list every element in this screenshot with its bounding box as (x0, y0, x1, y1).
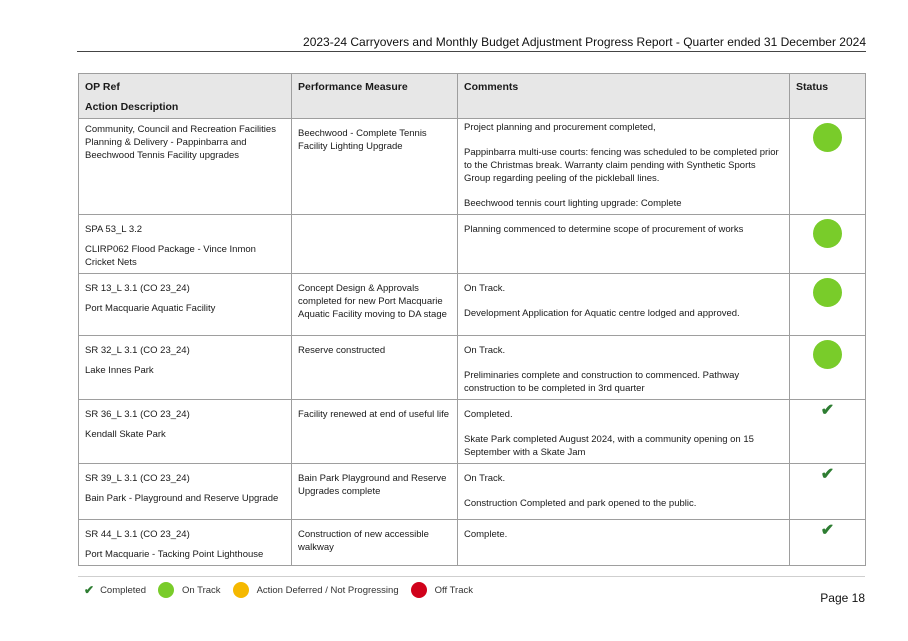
legend-items (84, 582, 485, 598)
cell-status (790, 336, 866, 400)
table-row (79, 274, 866, 336)
op-ref-header: OP Ref (85, 81, 120, 93)
comment-line: Development Application for Aquatic centre lodged and approved. (464, 308, 740, 319)
on-track-status-icon (813, 340, 842, 369)
cell-op-ref (79, 400, 292, 464)
comment-line: Planning commenced to determine scope of procurement of works (464, 224, 744, 235)
cell-status (790, 520, 866, 566)
table-row (79, 464, 866, 520)
table-row (79, 520, 866, 566)
cell-op-ref (79, 274, 292, 336)
cell-op-ref (79, 119, 292, 215)
performance-measure: Concept Design & Approvals completed for new Port Macquarie Aquatic Facility moving to DA stage (298, 283, 447, 320)
legend-off-track (411, 582, 473, 598)
comment-line: Pappinbarra multi-use courts: fencing was scheduled to be completed prior to the Christmas break. Warranty claim pending with Synthetic Sports Group regarding peeling of the pickleball lines. (464, 147, 779, 184)
op-ref: SR 36_L 3.1 (CO 23_24) (85, 409, 190, 420)
performance-measure: Construction of new accessible walkway (298, 529, 429, 553)
legend-deferred-label: Action Deferred / Not Progressing (256, 584, 399, 596)
amber-dot-icon (233, 582, 249, 598)
col-header-performance-measure: Performance Measure (292, 74, 458, 119)
legend-deferred (233, 582, 399, 598)
table-header-row (79, 74, 866, 119)
op-ref: SR 39_L 3.1 (CO 23_24) (85, 473, 190, 484)
cell-performance-measure (292, 400, 458, 464)
cell-comments (458, 520, 790, 566)
legend-off-track-label: Off Track (434, 584, 473, 596)
cell-comments (458, 336, 790, 400)
legend-on-track-label: On Track (182, 584, 221, 596)
comment-line: Project planning and procurement completed, (464, 122, 656, 133)
action-description: Bain Park - Playground and Reserve Upgrade (85, 493, 279, 504)
action-description: Port Macquarie - Tacking Point Lighthouse (85, 549, 264, 560)
cell-performance-measure (292, 119, 458, 215)
cell-op-ref (79, 336, 292, 400)
cell-comments (458, 215, 790, 274)
cell-status (790, 119, 866, 215)
cell-op-ref (79, 520, 292, 566)
action-description-header: Action Description (85, 101, 179, 113)
cell-op-ref (79, 215, 292, 274)
red-dot-icon (411, 582, 427, 598)
on-track-status-icon (813, 219, 842, 248)
progress-table (78, 73, 866, 566)
cell-comments (458, 400, 790, 464)
comment-line: Preliminaries complete and construction to commenced. Pathway construction to be completed in 3rd quarter (464, 370, 740, 394)
cell-status (790, 274, 866, 336)
comment-line: On Track. (464, 345, 506, 356)
cell-performance-measure (292, 215, 458, 274)
green-dot-icon (158, 582, 174, 598)
comment-line: On Track. (464, 473, 506, 484)
action-description: Community, Council and Recreation Facilities Planning & Delivery - Pappinbarra and Beechwood Tennis Facility upgrades (85, 124, 276, 161)
performance-measure: Reserve constructed (298, 345, 386, 356)
completed-check-icon: ✔ (84, 583, 95, 597)
legend-on-track (158, 582, 221, 598)
cell-comments (458, 274, 790, 336)
comment-line: On Track. (464, 283, 506, 294)
op-ref: SR 32_L 3.1 (CO 23_24) (85, 345, 190, 356)
col-header-status: Status (790, 74, 866, 119)
col-header-comments: Comments (458, 74, 790, 119)
page-number: Page 18 (820, 591, 865, 605)
performance-measure: Beechwood - Complete Tennis Facility Lighting Upgrade (298, 128, 427, 152)
comment-line: Completed. (464, 409, 513, 420)
report-header-title: 2023-24 Carryovers and Monthly Budget Adjustment Progress Report - Quarter ended 31 December 2024 (303, 35, 866, 49)
status-legend (78, 576, 865, 607)
completed-check-icon: ✔ (820, 522, 835, 539)
cell-comments (458, 119, 790, 215)
cell-performance-measure (292, 274, 458, 336)
action-description: Lake Innes Park (85, 365, 154, 376)
op-ref: SR 13_L 3.1 (CO 23_24) (85, 283, 190, 294)
cell-comments (458, 464, 790, 520)
comment-line: Skate Park completed August 2024, with a community opening on 15 September with a Skate Jam (464, 434, 754, 458)
cell-performance-measure (292, 464, 458, 520)
action-description: CLIRP062 Flood Package - Vince Inmon Cricket Nets (85, 244, 256, 268)
op-ref: SR 44_L 3.1 (CO 23_24) (85, 529, 190, 540)
cell-performance-measure (292, 336, 458, 400)
on-track-status-icon (813, 278, 842, 307)
table-row (79, 215, 866, 274)
table-row (79, 119, 866, 215)
header-divider (77, 51, 866, 52)
legend-completed (84, 583, 146, 597)
completed-check-icon: ✔ (820, 466, 835, 483)
cell-status (790, 215, 866, 274)
comment-line: Beechwood tennis court lighting upgrade: Complete (464, 198, 682, 209)
action-description: Kendall Skate Park (85, 429, 166, 440)
action-description: Port Macquarie Aquatic Facility (85, 303, 216, 314)
comment-line: Complete. (464, 529, 508, 540)
performance-measure: Bain Park Playground and Reserve Upgrades complete (298, 473, 447, 497)
cell-op-ref (79, 464, 292, 520)
cell-status (790, 400, 866, 464)
completed-check-icon: ✔ (820, 402, 835, 419)
on-track-status-icon (813, 123, 842, 152)
comment-line: Construction Completed and park opened to the public. (464, 498, 697, 509)
col-header-op-ref (79, 74, 292, 119)
op-ref: SPA 53_L 3.2 (85, 224, 143, 235)
cell-performance-measure (292, 520, 458, 566)
table-row (79, 336, 866, 400)
legend-completed-label: Completed (100, 584, 147, 596)
table-row (79, 400, 866, 464)
performance-measure: Facility renewed at end of useful life (298, 409, 450, 420)
cell-status (790, 464, 866, 520)
